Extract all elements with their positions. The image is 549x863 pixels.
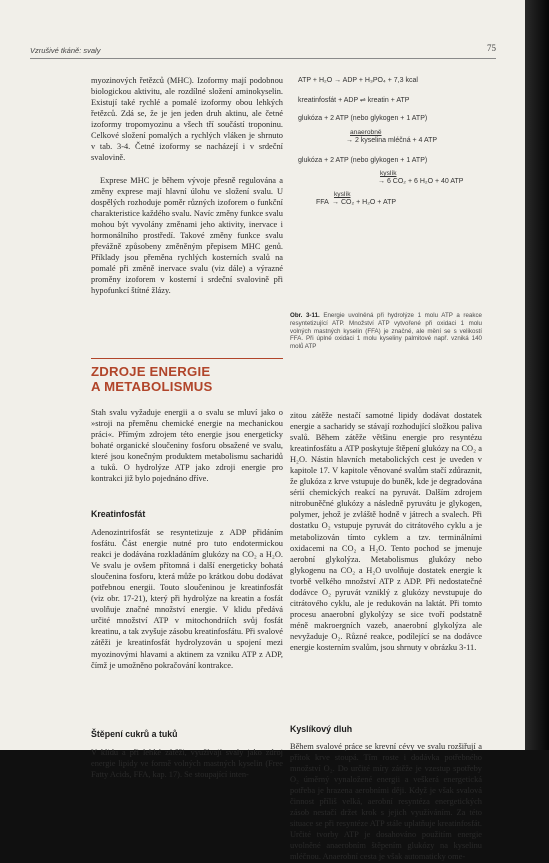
paragraph: Během svalové práce se krevní cévy ve svalu rozšiřují a přítok krve stoupá. Tím roste i dodávka potřebného množství O₂. Do určité míry zátěže je vzestup spotřeby O₂ úměrný vynaložené energii a veškerá energetická potřeba je hrazena aerobními ději. Když je však svalová činnost příliš velká, aerobní resyntéza energetických zásob nestačí držet krok s jejich využíváním. Za této situace se při resyntéze ATP stále uplatňuje kreatinfosfát. Určité tvorby ATP je dosahováno použitím energie uvolněné anaerobním štěpením glukózy na kyselinu mléčnou. Anaerobní cesta je však automaticky ome- [290, 742, 482, 862]
running-title: Vzrušivé tkáně: svaly [30, 46, 101, 55]
paragraph: zitou zátěže nestačí samotné lipidy dodávat dostatek energie a sacharidy se stávají rozhodující složkou paliva svalů. Během zátěže většinu energie pro resyntézu kreatinfosfátu a ATP poskytuje štěpení glukózy na CO₂ a H₂O. Nástin hlavních metabolických cest je uveden v kapitole 17. V kapitole věnované svalům stačí zdůraznit, že glukóza z krve vstupuje do buněk, kde je degradována sérií chemických reakcí na pyruvát. Dalším zdrojem nitrobuněčné glukózy a následně pyruvátu je glykogen, polymer, jehož je zvláště hodně v játrech a svalech. Při dostatku O₂ vstupuje pyruvát do citrátového cyklu a je metabolizován tímto cyklem a tzv. terminálními oxidacemi na CO₂ a H₂O. Tento pochod se jmenuje aerobní glykolýza. Metabolismus glukózy nebo glykogenu na CO₂ a H₂O uvolňuje dostatek energie k tvorbě velkého množství ATP z ADP. Při nedostatečné dodávce O₂ pyruvát vzniklý z glukózy nevstupuje do citrátového cyklu, ale je redukován na laktát. Při tomto procesu anaerobní glykolýzy se sice tvoří podstatně méně makroergních vazeb, anaerobní glykolýza ale nevyžaduje O₂. Různé reakce, podílející se na dodávce energie kosterním svalům, jsou shrnuty v obrázku 3-11. [290, 411, 482, 652]
paragraph: Exprese MHC je během vývoje přesně regulována a změny exprese mají hlavní úlohu ve složení svalu. U dospělých rozhoduje poměr různých izoforem o funkční charakteristice každého svalu. Navíc změny funkce svalu mohou být vyvolány změnami jeho aktivity, inervace i hormonálního prostředí. Takové změny funkce svalu převážně způsobeny změněným přepisem MHC genů. Příklady jsou přeměna rychlých kosterních svalů na pomalé při změně inervace svalu (viz dále) a výrazné proměny izoforem v kosterní i srdeční svalovině při hypofunkcí štítné žlázy. [91, 176, 283, 296]
paragraph: Stah svalu vyžaduje energii a o svalu se mluví jako o »stroji na přeměnu chemické energie na mechanickou práci«. Přímým zdrojem této energie jsou energeticky bohaté organické sloučeniny fosforu obsažené ve svalu, které jsou konečným produktem metabolismu sacharidů a tuků. O hydrolýze ATP jako zdroji energie pro kontrakci již bylo pojednáno dříve. [91, 408, 283, 484]
section-title: ZDROJE ENERGIE [91, 364, 211, 379]
condition-label: kyslík [380, 170, 397, 177]
equation: → CO₂ + H₂O + ATP [332, 199, 397, 206]
subsection-title: Kyslíkový dluh [290, 724, 353, 734]
caption-label: Obr. 3-11. [290, 312, 320, 319]
paragraph: myozinových řetězců (MHC). Izoformy mají podobnou biologickou aktivitu, ale rozdílné složení aminokyselin. Existují také rychlé a pomalé izoformy obou lehkých řetězců. Zdá se, že je jen jeden druh aktinu, ale četné izoformy tropomyozinu a všech tří součástí troponinu. Celkové složení pomalých a rychlých vláken je shrnuto v tab. 3-4. Četné izoformy se nacházejí i v srdeční svalovině. [91, 76, 283, 163]
equation-left: FFA [316, 199, 329, 206]
equation: ATP + H₂O → ADP + H₃PO₄ + 7,3 kcal [298, 77, 418, 84]
running-header [30, 44, 496, 59]
condition-label: anaerobně [350, 129, 382, 136]
caption-text: Energie uvolněná při hydrolýze 1 molu ATP a reakce resyntetizující ATP. Množství ATP vytvořené při oxidaci 1 molu volných mastných kyselin (FFA) je značné, ale mění se s velikostí FFA. Při úplné oxidaci 1 molu kyseliny palmitové např. vzniká 140 molů ATP [290, 312, 482, 351]
equation: glukóza + 2 ATP (nebo glykogen + 1 ATP) [298, 115, 428, 122]
figure-caption [290, 312, 482, 351]
subsection-title: Štěpení cukrů a tuků [91, 729, 178, 739]
equation: → 6 CO₂ + 6 H₂O + 40 ATP [378, 178, 464, 185]
book-edge-shadow [525, 0, 549, 750]
right-column [290, 410, 482, 863]
left-column [91, 75, 283, 780]
paragraph: Adenozintrifosfát se resyntetizuje z ADP přidáním fosfátu. Část energie nutné pro tuto endotermickou reakci je dodávána rozkladáním glukózy na CO₂ a H₂O. Ve svalu je ovšem přítomná i další energeticky bohatá sloučenina fosforu, která může po krátkou dobu dodávat potřebnou energii. Touto sloučeninou je kreatinfosfát (viz obr. 17-21), který při hydrolýze na kreatin a fosfát uvolňuje značné množství energie. V klidu předává určité množství ATP v mitochondriích svůj fosfát kreatinu, a tak zvyšuje zásobu kreatinfosfátu. Při svalové zátěži je kreatinfosfát hydrolyzován u spojení mezi myozinovými hlavami a aktinem za vzniku ATP z ADP, čímž je umožněno pokračování kontrakce. [91, 528, 283, 670]
section-title: A METABOLISMUS [91, 379, 213, 394]
paragraph: V klidu a při lehké zátěži, využívají svaly jako zdroj energie lipidy ve formě volných mastných kyselin (Free Fatty Acids, FFA, kap. 17). Se stoupající inten- [91, 748, 283, 780]
equation: glukóza + 2 ATP (nebo glykogen + 1 ATP) [298, 157, 428, 164]
equation: → 2 kyselina mléčná + 4 ATP [346, 137, 438, 144]
page-number: 75 [487, 43, 496, 53]
equation: kreatinfosfát + ADP ⇌ kreatin + ATP [298, 97, 410, 104]
condition-label: kyslík [334, 191, 351, 198]
subsection-title: Kreatinfosfát [91, 509, 146, 519]
